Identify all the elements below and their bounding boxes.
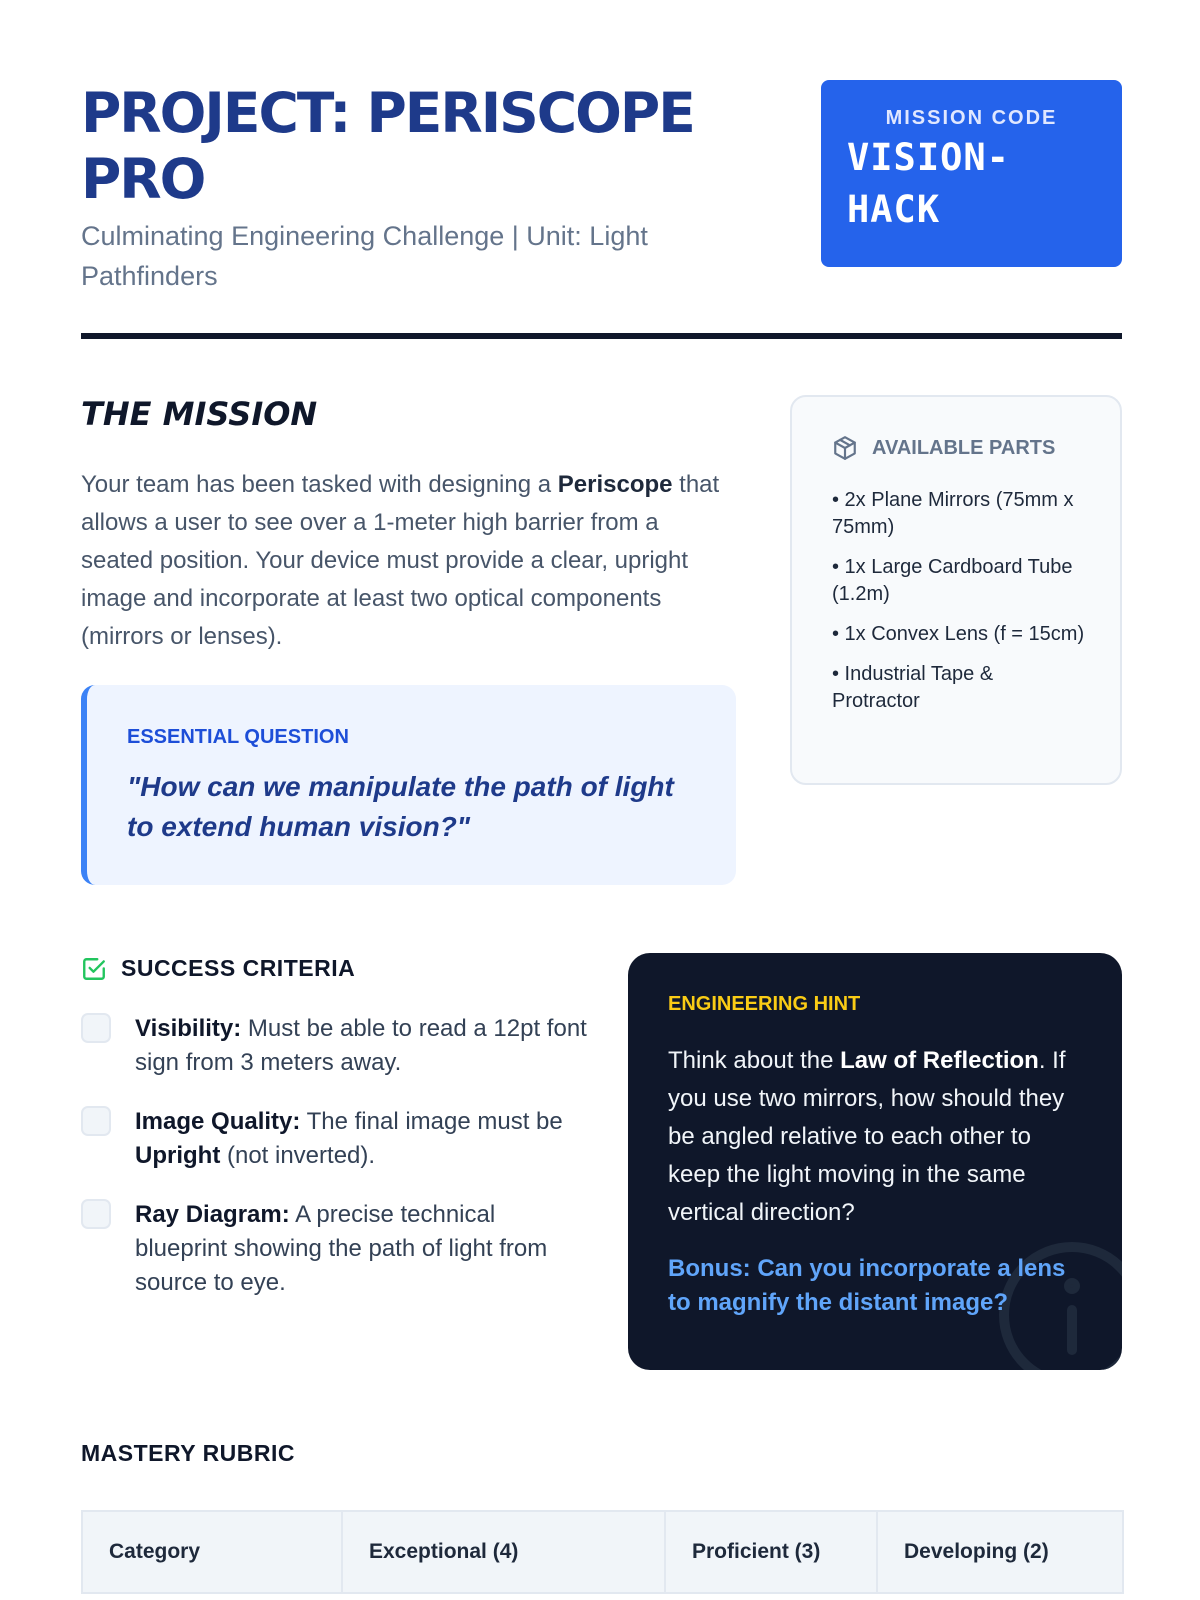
column-header: Proficient (3) [665, 1511, 877, 1593]
criteria-text-bold: Upright [135, 1142, 221, 1169]
engineering-hint-card [628, 953, 1122, 1370]
mission-text-part: Your team has been tasked with designing a [81, 471, 558, 498]
column-header: Developing (2) [877, 1511, 1123, 1593]
list-item [81, 1198, 591, 1300]
package-icon [832, 435, 858, 461]
column-header: Exceptional (4) [342, 1511, 665, 1593]
mission-text-bold: Periscope [557, 471, 673, 498]
engineering-hint-bonus: Bonus: Can you incorporate a lens to magnify the distant image? [668, 1255, 1066, 1316]
criteria-text: The final image must be [300, 1108, 563, 1135]
essential-question-label: ESSENTIAL QUESTION [127, 726, 349, 748]
essential-question-text: "How can we manipulate the path of light to extend human vision?" [127, 771, 674, 842]
list-item: • 1x Large Cardboard Tube (1.2m) [832, 556, 1073, 605]
engineering-hint-text [668, 1042, 1082, 1232]
hint-text-part: Think about the [668, 1047, 841, 1074]
page-title: PROJECT: PERISCOPE PRO [81, 81, 694, 211]
essential-question-card [81, 685, 736, 885]
success-criteria-list [81, 1012, 591, 1325]
criteria-checkbox[interactable] [81, 1106, 111, 1136]
criteria-text: (not inverted). [220, 1142, 376, 1169]
criteria-label: Ray Diagram: [135, 1201, 290, 1228]
mission-text-part: that allows a user to see over a 1-meter high barrier from a seated position. Your device must provide a clear, upright image and incorporate at least two optical components (mirrors or lenses). [81, 471, 720, 650]
criteria-text: A precise technical blueprint showing the path of light from source to eye. [135, 1201, 548, 1296]
mission-code-value: VISION-HACK [847, 136, 1010, 231]
parts-list [832, 487, 1086, 715]
header-divider [81, 333, 1122, 339]
page-subtitle: Culminating Engineering Challenge | Unit: Light Pathfinders [81, 221, 648, 291]
mission-heading: THE MISSION [81, 395, 318, 433]
criteria-label: Visibility: [135, 1015, 242, 1042]
criteria-checkbox[interactable] [81, 1013, 111, 1043]
hint-text-part: . If you use two mirrors, how should they be angled relative to each other to keep the light moving in the same vertical direction? [668, 1047, 1066, 1226]
success-criteria-title: SUCCESS CRITERIA [121, 955, 356, 981]
criteria-checkbox[interactable] [81, 1199, 111, 1229]
mission-description [81, 466, 736, 656]
mission-code-label: MISSION CODE [885, 107, 1058, 129]
table-header-row [82, 1511, 1123, 1593]
mission-code-badge [821, 80, 1122, 267]
success-criteria-header [81, 955, 355, 982]
list-item: • 2x Plane Mirrors (75mm x 75mm) [832, 489, 1074, 538]
criteria-label: Image Quality: [135, 1108, 301, 1135]
column-header: Category [82, 1511, 342, 1593]
check-square-icon [81, 956, 107, 982]
engineering-hint-label: ENGINEERING HINT [668, 993, 861, 1015]
rubric-table [81, 1510, 1124, 1594]
list-item [81, 1105, 591, 1173]
rubric-heading: MASTERY RUBRIC [81, 1440, 296, 1466]
available-parts-title: AVAILABLE PARTS [872, 436, 1056, 459]
list-item: • Industrial Tape & Protractor [832, 663, 994, 712]
criteria-text: Must be able to read a 12pt font sign from 3 meters away. [135, 1015, 587, 1076]
available-parts-card [790, 395, 1122, 785]
list-item: • 1x Convex Lens (f = 15cm) [832, 623, 1085, 645]
available-parts-header [832, 435, 1086, 461]
list-item [81, 1012, 591, 1080]
hint-text-bold: Law of Reflection [840, 1047, 1039, 1074]
